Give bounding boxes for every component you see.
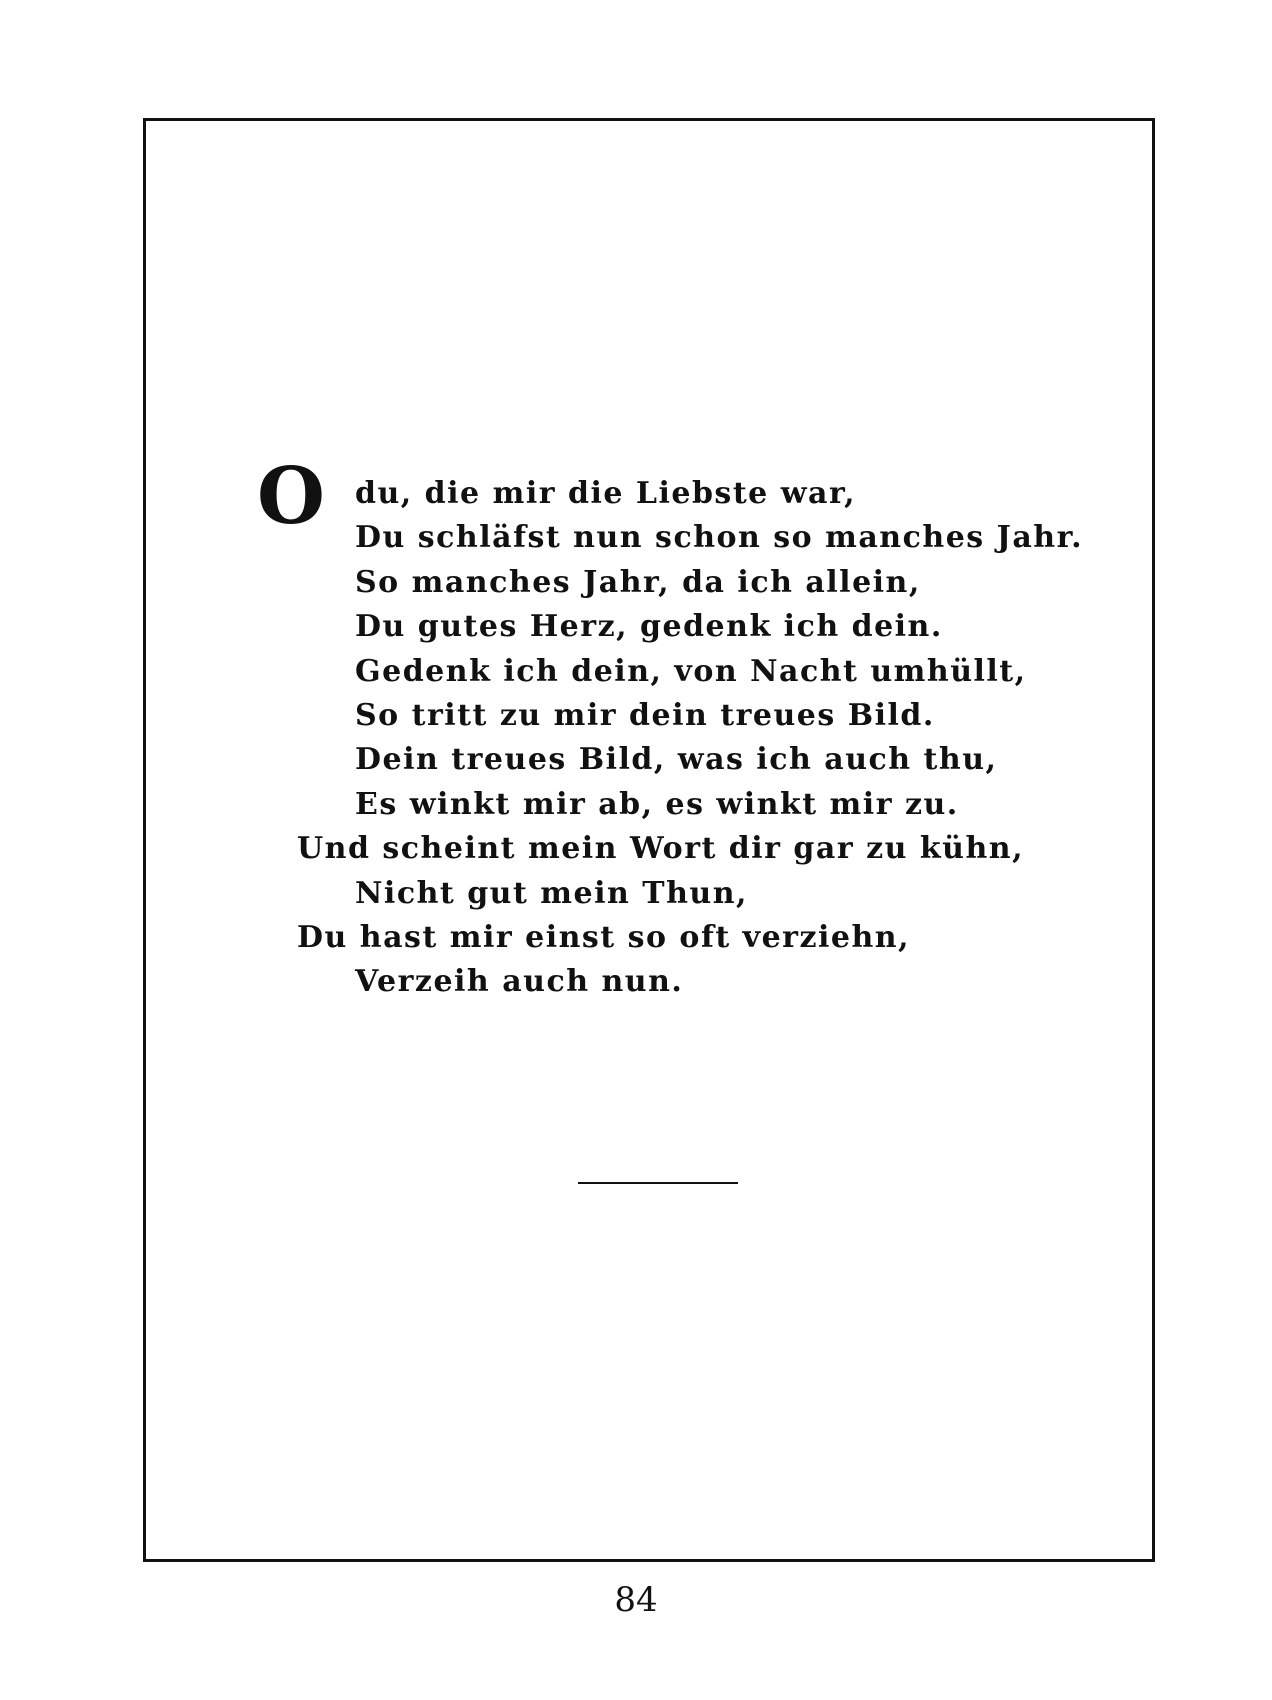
poem-line-6: So tritt zu mir dein treues Bild. (355, 697, 935, 733)
poem-line-7: Dein treues Bild, was ich auch thu, (355, 742, 998, 778)
poem-line-9: Und scheint mein Wort dir gar zu kühn, (297, 831, 1025, 867)
poem-line-10: Nicht gut mein Thun, (355, 875, 748, 911)
poem-line-8: Es winkt mir ab, es winkt mir zu. (355, 786, 959, 822)
poem (257, 451, 1084, 1005)
poem-line-text: du, die mir die Liebste war, (355, 476, 857, 511)
poem-line-12: Verzeih auch nun. (355, 964, 684, 1000)
poem-line-3: So manches Jahr, da ich allein, (355, 564, 921, 600)
drop-initial: O (257, 451, 327, 542)
poem-line-5: Gedenk ich dein, von Nacht umhüllt, (355, 653, 1027, 689)
poem-line-4: Du gutes Herz, gedenk ich dein. (355, 609, 943, 645)
page-number: 84 (614, 1580, 658, 1620)
section-divider (578, 1182, 738, 1184)
poem-line-11: Du hast mir einst so oft verziehn, (297, 919, 911, 955)
poem-line-2: Du schläfst nun schon so manches Jahr. (355, 520, 1084, 556)
